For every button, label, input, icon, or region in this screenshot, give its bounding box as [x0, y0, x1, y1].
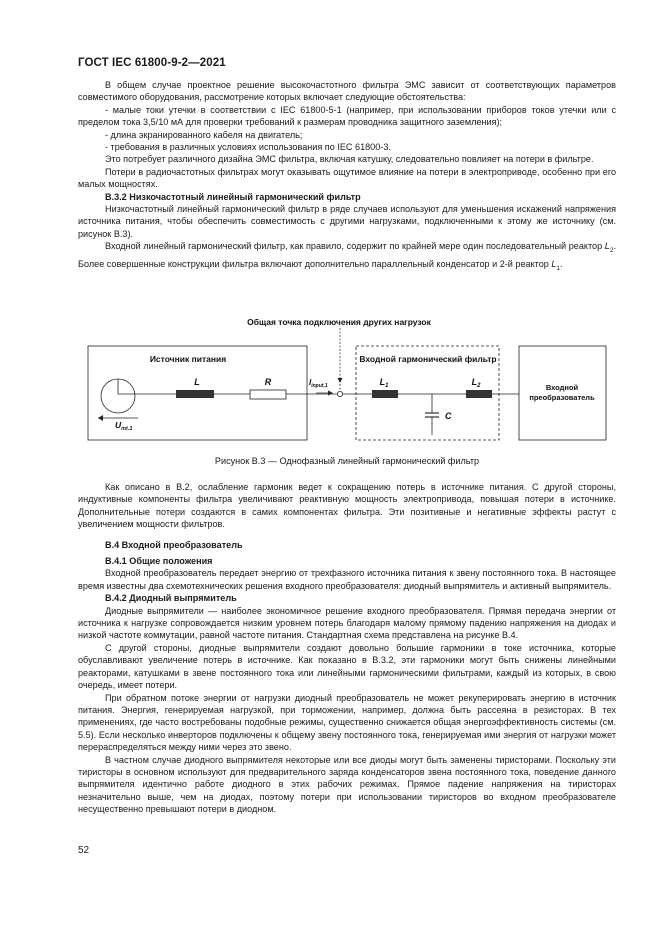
paragraph: При обратном потоке энергии от нагрузки диодный преобразователь не может рекуперировать энергию в источник питания. Энергия, генерируемая нагрузкой, при торможении, например, должна быть рассеяна в резисторах. В тех применениях, где часто востребованы подобные режимы, существенно снижается общая энергоэффективность системы (см. 5.5). Если несколько инверторов подключены к общему звену постоянного тока, генерируемая ими энергия от нагрузки может перераспределяться между ними через это звено.: [78, 692, 616, 753]
converter-label-line1: Входной: [545, 383, 579, 392]
bullet-item: - требования в различных условиях использования по IEC 61800-3.: [105, 142, 391, 153]
paragraph: В общем случае проектное решение высокочастотного фильтра ЭМС зависит от соответствующих параметров совместимого оборудования, рассмотрение которых включает следующие обстоятельства:: [78, 80, 616, 103]
I-label: $I_{input,1}$: [309, 378, 328, 389]
bullet-item: - длина экранированного кабеля на двигатель;: [105, 129, 303, 140]
bullet-item: - малые токи утечки в соответствии с IEC 61800-5-1 (например, при использовании приборов токов утечки или с пределом тока 3,5/10 мА для проверки требований к размерам проводника защитного заземления);: [78, 104, 616, 128]
filter-label: Входной гармонический фильтр: [359, 354, 497, 364]
paragraph: Как описано в В.2, ослабление гармоник ведет к сокращению потерь в источнике питания. С другой стороны, индуктивные компоненты фильтра увеличивают реактивную мощность электропривода, повышая потери в источнике. Дополнительные потери создаются в самих компонентах фильтра. Эти позитивные и негативные эффекты растут с увеличением мощности фильтров.: [78, 482, 616, 530]
R-label: R: [264, 377, 272, 387]
converter-label-line2: преобразователь: [529, 393, 595, 402]
U-label: $U_{mt.1}$: [115, 420, 133, 432]
document-header: ГОСТ IEC 61800-9-2—2021: [78, 57, 226, 69]
paragraph: Входной линейный гармонический фильтр, как правило, содержит по крайней мере один последовательный реактор $L_2$. Более совершенные конструкции фильтра включают дополнительно параллельный конденсатор и 2-й реактор $L_1$.: [78, 241, 616, 272]
common-point-label: Общая точка подключения других нагрузок: [247, 317, 431, 327]
arrow-icon: [98, 415, 103, 421]
connection-point-icon: [337, 391, 342, 396]
section-heading: B.4 Входной преобразователь: [105, 539, 243, 550]
paragraph: В частном случае диодного выпрямителя некоторые или все диоды могут быть заменены тиристорами. Поскольку эти тиристоры в основном используют для предварительного заряда конденсаторов звена постоянного тока, поведение данного выпрямителя идентично работе диодного в этих рабочих режимах. Прямое падение напряжения на тиристорах незначительно выше, чем на диодах, поэтому потери при использовании тиристоров во входном преобразователе несущественно превышают потери в диодном.: [78, 754, 616, 815]
section-heading: B.3.2 Низкочастотный линейный гармонический фильтр: [105, 191, 361, 202]
inductor-L-icon: [176, 390, 214, 398]
subsection-heading: B.4.2 Диодный выпрямитель: [105, 593, 237, 604]
circuit-diagram: [78, 314, 616, 448]
paragraph: Это потребует различного дизайна ЭМС фильтра, включая катушку, следовательно повлияет на потери в фильтре.: [105, 154, 594, 165]
inductor-L2-icon: [466, 390, 492, 398]
bottom-text-block: [78, 481, 616, 816]
paragraph: Низкочастотный линейный гармонический фильтр в ряде случаев используют для уменьшения искажений напряжения источника питания, чтобы обеспечить совместимость с другими нагрузками, подключенными к этому же источнику (см. рисунок В.3).: [78, 204, 616, 239]
L-label: L: [194, 377, 200, 387]
resistor-R-icon: [250, 390, 286, 399]
figure-caption: Рисунок В.3 — Однофазный линейный гармонический фильтр: [214, 456, 480, 466]
top-text-block: [78, 79, 616, 275]
L2-label: $L_2$: [471, 377, 481, 389]
subsection-heading: B.4.1 Общие положения: [105, 556, 213, 567]
figure-b3: [78, 314, 616, 448]
inductor-L1-icon: [372, 390, 398, 398]
source-label: Источник питания: [149, 354, 227, 364]
arrow-icon: [338, 378, 343, 383]
arrow-icon: [328, 391, 333, 396]
paragraph: С другой стороны, диодные выпрямители создают довольно большие гармоники в токе источника, которые обуславливают увеличение потерь в источнике. Как показано в В.3.2, эти гармоники могут быть снижены линейными реакторами, катушками в звене постоянного тока или линейными гармоническими фильтрами, каждый из которых, в свою очередь, имеет потери.: [78, 642, 616, 691]
paragraph: Входной преобразователь передает энергию от трехфазного источника питания к звену постоянного тока. В настоящее время известны два схемотехнических решения входного преобразователя: диодный выпрямитель и активный выпрямитель.: [78, 568, 616, 591]
paragraph: Диодные выпрямители — наиболее экономичное решение входного преобразователя. Прямая передача энергии от источника к нагрузке сопровождается низким уровнем потерь благодаря малому прямому падению напряжения на диодах и низкой частоте коммутации, равной частоте питания. Стандартная схема представлена на рисунке В.4.: [78, 605, 616, 641]
paragraph: Потери в радиочастотных фильтрах могут оказывать ощутимое влияние на потери в электроприводе, особенно при его малых мощностях.: [78, 166, 616, 190]
C-label: C: [445, 411, 452, 421]
page-number: 52: [78, 845, 90, 856]
L1-label: $L_1$: [379, 377, 389, 389]
